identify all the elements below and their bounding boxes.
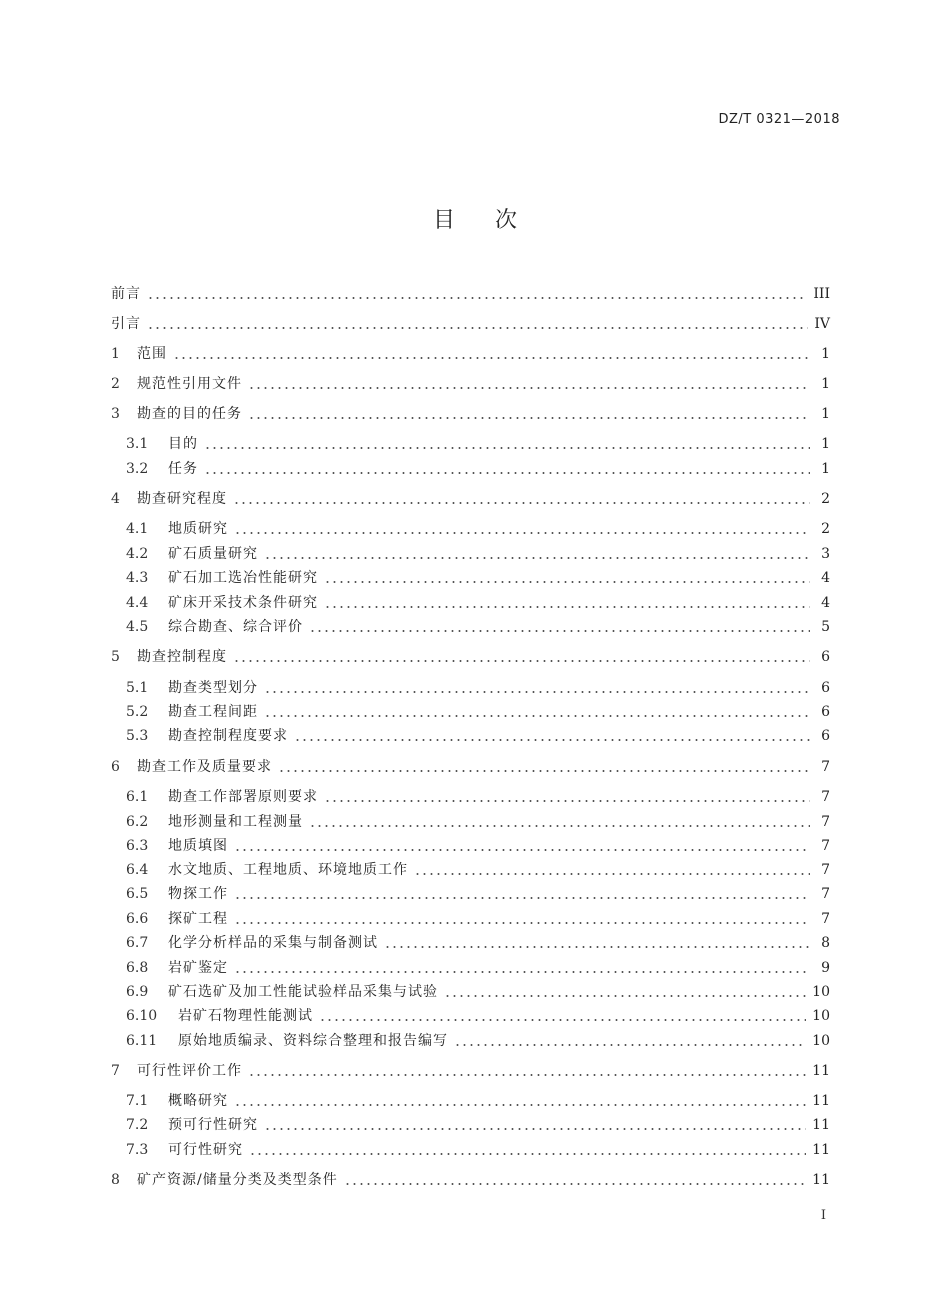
toc-entry-number: 2	[111, 376, 120, 392]
toc-entry	[0, 786, 950, 806]
dot-leader	[344, 1183, 806, 1185]
dot-leader	[264, 715, 810, 717]
toc-entry	[0, 488, 950, 508]
dot-leader	[234, 897, 810, 899]
toc-entry-page: 1	[821, 436, 830, 452]
dot-leader	[233, 660, 810, 662]
dot-leader	[454, 1044, 806, 1046]
toc-entry	[0, 1005, 950, 1025]
toc-entry-page: 6	[821, 680, 830, 696]
toc-entry	[0, 1060, 950, 1080]
toc-entry-page: 10	[812, 1033, 830, 1049]
dot-leader	[234, 1104, 806, 1106]
toc-entry-number: 5.3	[126, 728, 149, 744]
toc-entry-title: 范围	[137, 346, 167, 362]
toc-entry-title: 引言	[111, 316, 141, 332]
toc-entry-title: 规范性引用文件	[137, 376, 242, 392]
toc-entry-page: 6	[821, 704, 830, 720]
dot-leader	[248, 387, 810, 389]
dot-leader	[264, 557, 810, 559]
toc-entry-page: 11	[812, 1172, 830, 1188]
toc-entry	[0, 725, 950, 745]
toc-entry-title: 矿石质量研究	[168, 546, 258, 562]
page-title: 目次	[432, 208, 557, 233]
toc-entry-page: 6	[821, 649, 830, 665]
toc-entry-title: 矿石加工选冶性能研究	[168, 570, 318, 586]
toc-entry-title: 勘查研究程度	[137, 491, 227, 507]
toc-entry-number: 5.1	[126, 680, 149, 696]
toc-entry-number: 6.8	[126, 960, 149, 976]
toc-entry-page: 7	[821, 759, 830, 775]
dot-leader	[278, 770, 810, 772]
toc-entry-page: 7	[821, 789, 830, 805]
toc-entry-page: 7	[821, 862, 830, 878]
dot-leader	[234, 971, 810, 973]
toc-entry	[0, 313, 950, 333]
toc-entry-title: 可行性评价工作	[137, 1063, 242, 1079]
toc-entry-page: 11	[812, 1093, 830, 1109]
toc-entry-page: IV	[814, 316, 830, 332]
dot-leader	[444, 995, 806, 997]
dot-leader	[414, 873, 810, 875]
dot-leader	[204, 447, 810, 449]
toc-entry-page: 9	[821, 960, 830, 976]
toc-entry-page: 4	[821, 570, 830, 586]
toc-entry-title: 勘查工作及质量要求	[137, 759, 272, 775]
toc-entry-page: 1	[821, 376, 830, 392]
toc-entry-number: 6.10	[126, 1008, 158, 1024]
dot-leader	[324, 606, 810, 608]
toc-entry	[0, 835, 950, 855]
toc-entry-page: 1	[821, 346, 830, 362]
toc-entry-number: 4.1	[126, 521, 149, 537]
page-number: I	[820, 1208, 826, 1223]
toc-entry	[0, 883, 950, 903]
toc-entry-number: 4.2	[126, 546, 149, 562]
toc-entry-title: 目的	[168, 436, 198, 452]
dot-leader	[147, 327, 808, 329]
toc-entry	[0, 543, 950, 563]
toc-entry-page: 2	[821, 491, 830, 507]
dot-leader	[294, 739, 810, 741]
toc-entry-title: 勘查工程间距	[168, 704, 258, 720]
toc-entry-title: 矿石选矿及加工性能试验样品采集与试验	[168, 984, 438, 1000]
toc-entry-page: 5	[821, 619, 830, 635]
toc-entry	[0, 518, 950, 538]
toc-entry-title: 前言	[111, 286, 141, 302]
toc-entry-title: 综合勘查、综合评价	[168, 619, 303, 635]
toc-entry-number: 7.1	[126, 1093, 149, 1109]
toc-entry-title: 地形测量和工程测量	[168, 814, 303, 830]
toc-entry	[0, 1139, 950, 1159]
toc-entry-page: 10	[812, 984, 830, 1000]
dot-leader	[309, 630, 810, 632]
toc-entry-title: 勘查控制程度	[137, 649, 227, 665]
toc-entry	[0, 592, 950, 612]
dot-leader	[384, 946, 810, 948]
toc-entry	[0, 1090, 950, 1110]
toc-entry-title: 矿产资源/储量分类及类型条件	[137, 1172, 338, 1188]
toc-entry-page: 11	[812, 1063, 830, 1079]
toc-entry-number: 5.2	[126, 704, 149, 720]
toc-entry-page: 10	[812, 1008, 830, 1024]
dot-leader	[233, 502, 810, 504]
toc-entry-title: 矿床开采技术条件研究	[168, 595, 318, 611]
toc-entry	[0, 932, 950, 952]
dot-leader	[234, 922, 810, 924]
toc-entry-number: 1	[111, 346, 120, 362]
toc-entry	[0, 957, 950, 977]
toc-entry-title: 物探工作	[168, 886, 228, 902]
toc-entry	[0, 403, 950, 423]
toc-entry-page: 8	[821, 935, 830, 951]
toc-entry-title: 探矿工程	[168, 911, 228, 927]
toc-entry-number: 6.7	[126, 935, 149, 951]
toc-entry-number: 6.11	[126, 1033, 158, 1049]
toc-entry-page: 3	[821, 546, 830, 562]
toc-entry	[0, 1030, 950, 1050]
toc-entry-number: 5	[111, 649, 120, 665]
toc-entry-number: 3	[111, 406, 120, 422]
toc-entry-title: 勘查的目的任务	[137, 406, 242, 422]
toc-entry-title: 概略研究	[168, 1093, 228, 1109]
toc-entry-page: 6	[821, 728, 830, 744]
toc-entry-number: 4.3	[126, 570, 149, 586]
toc-entry	[0, 811, 950, 831]
toc-entry	[0, 283, 950, 303]
dot-leader	[319, 1019, 806, 1021]
dot-leader	[204, 472, 810, 474]
toc-entry	[0, 567, 950, 587]
toc-entry-title: 原始地质编录、资料综合整理和报告编写	[178, 1033, 448, 1049]
toc-entry-number: 3.2	[126, 461, 149, 477]
toc-entry-page: 4	[821, 595, 830, 611]
toc-entry	[0, 756, 950, 776]
dot-leader	[264, 1128, 806, 1130]
toc-entry	[0, 646, 950, 666]
dot-leader	[234, 532, 810, 534]
toc-entry-title: 化学分析样品的采集与制备测试	[168, 935, 378, 951]
toc-entry-title: 勘查工作部署原则要求	[168, 789, 318, 805]
toc-entry-title: 任务	[168, 461, 198, 477]
toc-entry-page: 7	[821, 838, 830, 854]
dot-leader	[264, 691, 810, 693]
toc-entry-number: 7	[111, 1063, 120, 1079]
dot-leader	[249, 1153, 806, 1155]
dot-leader	[234, 849, 810, 851]
toc-entry	[0, 343, 950, 363]
toc-entry-number: 4.5	[126, 619, 149, 635]
toc-entry	[0, 701, 950, 721]
toc-entry	[0, 1114, 950, 1134]
toc-entry-number: 6.9	[126, 984, 149, 1000]
dot-leader	[173, 357, 810, 359]
toc-entry-title: 岩矿石物理性能测试	[178, 1008, 313, 1024]
dot-leader	[324, 581, 810, 583]
toc-entry-title: 勘查控制程度要求	[168, 728, 288, 744]
toc-entry-page: 2	[821, 521, 830, 537]
toc-entry	[0, 616, 950, 636]
dot-leader	[248, 417, 810, 419]
toc-entry	[0, 1169, 950, 1189]
toc-entry-number: 6.4	[126, 862, 149, 878]
toc-entry	[0, 859, 950, 879]
dot-leader	[309, 825, 810, 827]
toc-entry-number: 6.6	[126, 911, 149, 927]
toc-entry-page: 1	[821, 461, 830, 477]
toc-entry	[0, 458, 950, 478]
toc-entry-number: 8	[111, 1172, 120, 1188]
dot-leader	[147, 297, 807, 299]
toc-entry	[0, 677, 950, 697]
toc-entry-page: 7	[821, 886, 830, 902]
dot-leader	[324, 800, 810, 802]
toc-entry-number: 6.3	[126, 838, 149, 854]
toc-entry-number: 7.2	[126, 1117, 149, 1133]
toc-entry-page: III	[813, 286, 830, 302]
toc-entry-title: 勘查类型划分	[168, 680, 258, 696]
toc-entry-page: 1	[821, 406, 830, 422]
toc-entry-title: 可行性研究	[168, 1142, 243, 1158]
toc-entry-number: 4.4	[126, 595, 149, 611]
toc-entry-title: 岩矿鉴定	[168, 960, 228, 976]
toc-entry-number: 6.5	[126, 886, 149, 902]
toc-entry-number: 6	[111, 759, 120, 775]
toc-entry-title: 地质填图	[168, 838, 228, 854]
toc-entry-title: 地质研究	[168, 521, 228, 537]
toc-entry	[0, 981, 950, 1001]
toc-entry-page: 7	[821, 911, 830, 927]
toc-entry	[0, 373, 950, 393]
toc-entry-title: 水文地质、工程地质、环境地质工作	[168, 862, 408, 878]
toc-entry-title: 预可行性研究	[168, 1117, 258, 1133]
toc-entry	[0, 908, 950, 928]
toc-entry-page: 11	[812, 1117, 830, 1133]
document-code: DZ/T 0321—2018	[718, 112, 840, 127]
toc-entry-page: 11	[812, 1142, 830, 1158]
toc-entry-number: 4	[111, 491, 120, 507]
toc-entry	[0, 433, 950, 453]
toc-entry-number: 7.3	[126, 1142, 149, 1158]
dot-leader	[248, 1074, 806, 1076]
toc-entry-number: 3.1	[126, 436, 149, 452]
toc-entry-number: 6.2	[126, 814, 149, 830]
toc-entry-page: 7	[821, 814, 830, 830]
toc-entry-number: 6.1	[126, 789, 149, 805]
